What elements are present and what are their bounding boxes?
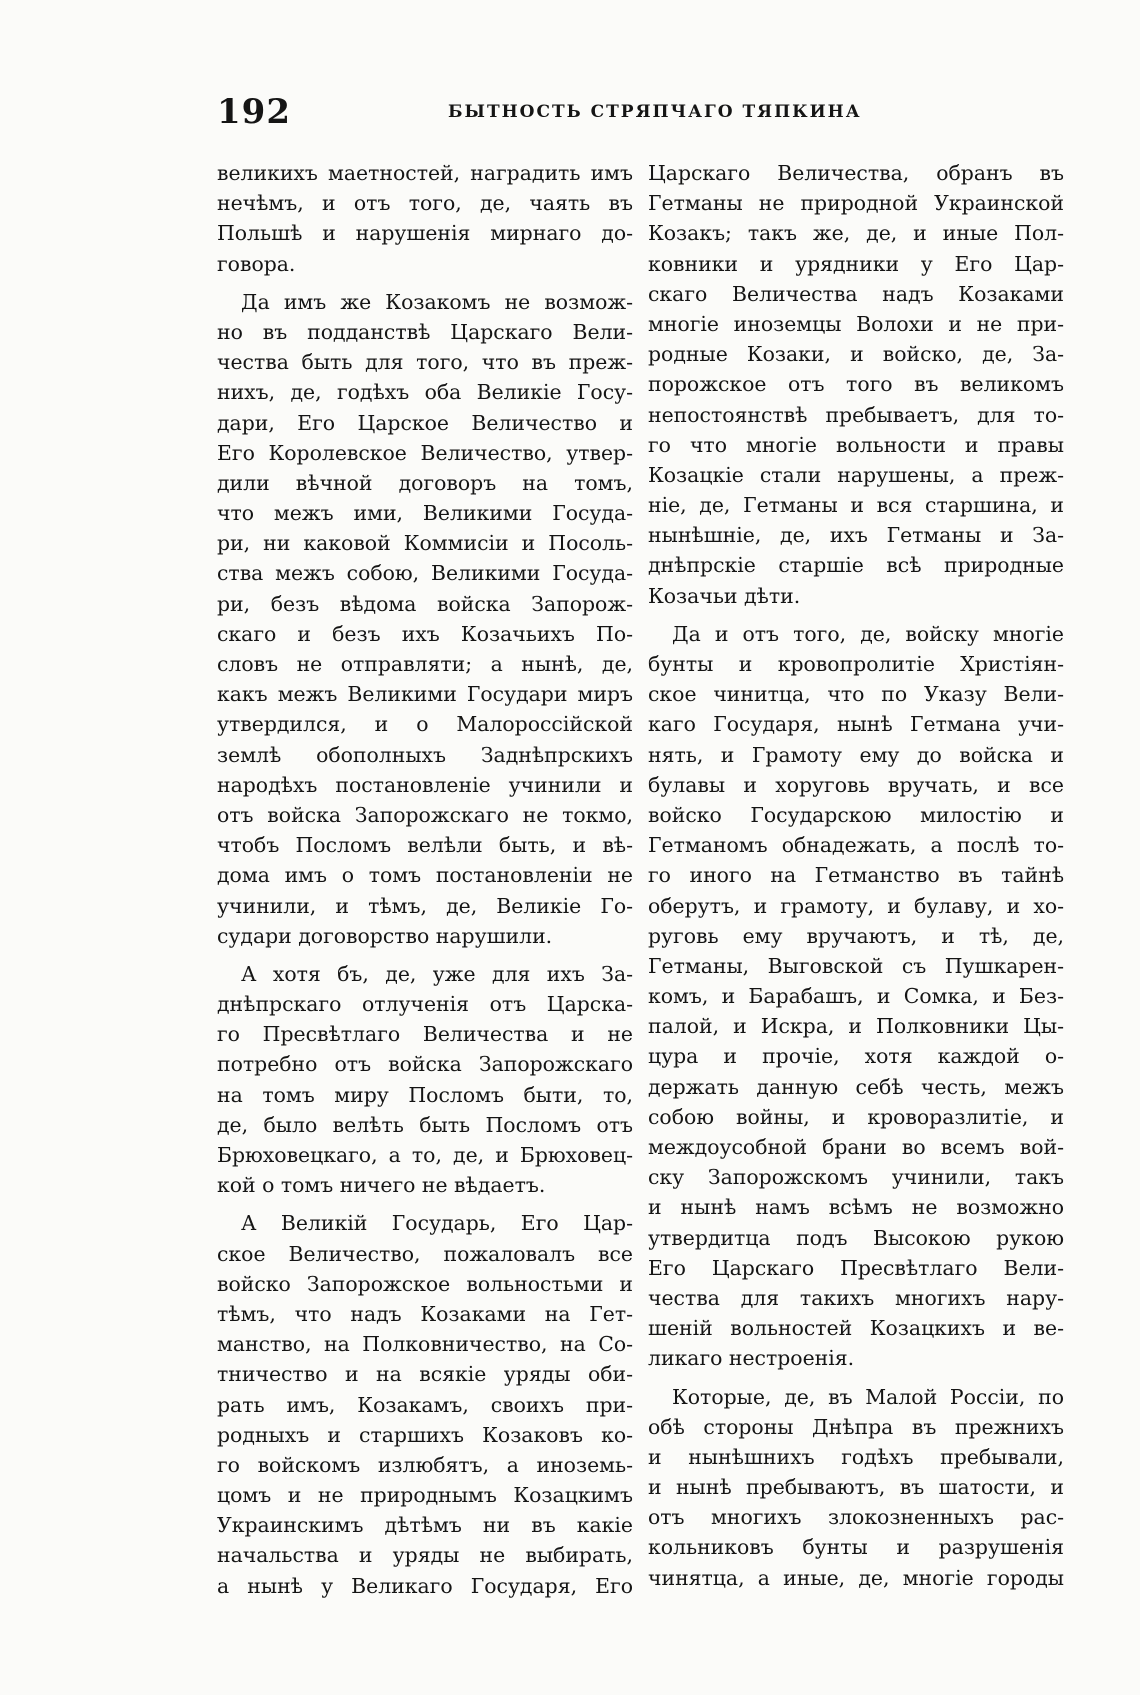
text-line: А Великій Государь, Его Цар- <box>241 1211 633 1236</box>
text-line: днѣпрскіе старшіе всѣ природные <box>648 553 1064 578</box>
text-line: утвердился, и о Малороссійской <box>217 712 633 737</box>
text-line: каго Государя, нынѣ Гетмана учи- <box>648 712 1064 737</box>
text-line: чества для такихъ многихъ нару- <box>648 1285 1064 1310</box>
text-line: держать данную себѣ честь, межъ <box>648 1074 1064 1099</box>
text-line: тѣмъ, что надъ Козаками на Гет- <box>217 1301 633 1326</box>
text-line: Украинскимъ дѣтѣмъ ни въ какіе <box>217 1513 633 1538</box>
text-line: дили вѣчной договоръ на томъ, <box>217 470 633 495</box>
text-line: де, было велѣть быть Посломъ отъ <box>217 1112 633 1137</box>
text-line: кольниковъ бунты и разрушенія <box>648 1535 1064 1560</box>
page-number: 192 <box>217 92 291 132</box>
text-line: а нынѣ у Великаго Государя, Его <box>217 1573 633 1598</box>
text-line: и нынѣшнихъ годѣхъ пребывали, <box>648 1444 1064 1469</box>
text-line: бунты и кровопролитіе Христіян- <box>648 652 1064 676</box>
text-line: ри, ни каковой Коммисіи и Посоль- <box>217 531 633 556</box>
text-line: Польшѣ и нарушенія мирнаго до- <box>217 221 633 246</box>
text-line: Гетманомъ обнадежать, а послѣ то- <box>648 833 1064 858</box>
text-line: и нынѣ пребываютъ, въ шатости, и <box>648 1475 1064 1500</box>
text-line: что межъ ими, Великими Госуда- <box>217 501 633 526</box>
text-line: А хотя бъ, де, уже для ихъ За- <box>241 961 633 986</box>
text-line: палой, и Искра, и Полковники Цы- <box>648 1014 1064 1039</box>
text-line: Брюховецкаго, а то, де, и Брюховец- <box>217 1143 633 1167</box>
text-line: го войскомъ излюбятъ, а иноземь- <box>217 1452 633 1477</box>
text-line: ства межъ собою, Великими Госуда- <box>217 561 633 586</box>
text-line: Да и отъ того, де, войску многіе <box>672 621 1064 646</box>
text-line: чтобъ Посломъ велѣли быть, и вѣ- <box>217 833 633 858</box>
text-line: великихъ маетностей, наградить имъ <box>217 161 633 185</box>
text-line: тничество и на всякіе уряды оби- <box>217 1362 633 1387</box>
text-line: Гетманы не природной Украинской <box>648 191 1064 216</box>
text-line: Козакъ; такъ же, де, и иные Пол- <box>648 221 1064 246</box>
text-line: Его Царскаго Пресвѣтлаго Вели- <box>648 1255 1064 1280</box>
text-line: цомъ и не природнымъ Козацкимъ <box>217 1483 633 1508</box>
text-line: ское чинитца, что по Указу Вели- <box>648 682 1064 707</box>
text-line: народѣхъ постановленіе учинили и <box>217 772 633 797</box>
text-line: отъ многихъ злокозненныхъ рас- <box>648 1505 1064 1530</box>
text-line: ску Запорожскомъ учинили, такъ <box>648 1165 1064 1190</box>
text-line: учинили, и тѣмъ, де, Великіе Го- <box>217 893 633 918</box>
text-line: нынѣшніе, де, ихъ Гетманы и За- <box>648 523 1064 548</box>
text-line: Царскаго Величества, обранъ въ <box>648 161 1064 185</box>
text-line: ское Величество, пожаловалъ все <box>217 1241 633 1266</box>
text-line: но въ подданствѣ Царскаго Вели- <box>217 319 633 344</box>
text-line: и нынѣ намъ всѣмъ не возможно <box>648 1195 1064 1220</box>
text-line: землѣ обополныхъ Заднѣпрскихъ <box>217 742 633 767</box>
text-line: рать имъ, Козакамъ, своихъ при- <box>217 1392 633 1417</box>
text-line: дари, Его Царское Величество и <box>217 410 633 435</box>
text-line: го Пресвѣтлаго Величества и не <box>217 1022 633 1047</box>
text-line: ри, безъ вѣдома войска Запорож- <box>217 591 633 616</box>
text-line: Козацкіе стали нарушены, а преж- <box>648 462 1064 487</box>
text-line: на томъ миру Посломъ быти, то, <box>217 1082 633 1107</box>
text-line: скаго Величества надъ Козаками <box>648 281 1064 306</box>
text-line: войско Государскою милостію и <box>648 802 1064 827</box>
text-line: го что многіе вольности и правы <box>648 432 1064 457</box>
text-line: Гетманы, Выговской съ Пушкарен- <box>648 953 1064 978</box>
text-line: чества быть для того, что въ преж- <box>217 350 633 375</box>
text-line: ковники и урядники у Его Цар- <box>648 251 1064 276</box>
text-column-right <box>648 158 1064 1593</box>
text-line: ликаго нестроенія. <box>648 1346 855 1371</box>
text-line: дома имъ о томъ постановленіи не <box>217 863 633 888</box>
text-line: словъ не отправляти; а нынѣ, де, <box>217 652 633 676</box>
text-line: непостоянствѣ пребываетъ, для то- <box>648 402 1064 427</box>
text-line: Которые, де, въ Малой Россіи, по <box>672 1384 1064 1409</box>
text-line: отъ войска Запорожскаго не токмо, <box>217 802 633 827</box>
text-line: собою войны, и кроворазлитіе, и <box>648 1104 1064 1129</box>
text-line: нихъ, де, годѣхъ оба Великіе Госу- <box>217 380 633 405</box>
text-line: какъ межъ Великими Государи миръ <box>217 682 633 707</box>
text-line: порожское отъ того въ великомъ <box>648 372 1064 397</box>
text-line: руговь ему вручаютъ, и тѣ, де, <box>648 923 1064 948</box>
text-line: говора. <box>217 251 296 276</box>
text-line: ніе, де, Гетманы и вся старшина, и <box>648 493 1064 518</box>
text-line: обѣ стороны Днѣпра въ прежнихъ <box>648 1414 1064 1439</box>
text-line: родныхъ и старшихъ Козаковъ ко- <box>217 1422 633 1447</box>
text-line: го иного на Гетманство въ тайнѣ <box>648 863 1064 888</box>
text-line: цура и прочіе, хотя каждой о- <box>648 1044 1064 1069</box>
text-line: начальства и уряды не выбирать, <box>217 1543 633 1568</box>
text-line: утвердитца подъ Высокою рукою <box>648 1225 1064 1250</box>
running-head: БЫТНОСТЬ СТРЯПЧАГО ТЯПКИНА <box>448 102 862 122</box>
text-line: междоусобной брани во всемъ вой- <box>648 1135 1064 1159</box>
text-line: потребно отъ войска Запорожскаго <box>217 1052 633 1077</box>
text-line: Да имъ же Козакомъ не возмож- <box>241 289 633 314</box>
text-line: нечѣмъ, и отъ того, де, чаять въ <box>217 191 633 216</box>
text-line: шеній вольностей Козацкихъ и ве- <box>648 1316 1064 1341</box>
text-line: днѣпрскаго отлученія отъ Царска- <box>217 992 633 1017</box>
text-line: нять, и Грамоту ему до войска и <box>648 742 1064 767</box>
text-line: комъ, и Барабашъ, и Сомка, и Без- <box>648 984 1064 1009</box>
text-line: скаго и безъ ихъ Козачьихъ По- <box>217 621 633 646</box>
text-line: судари договорство нарушили. <box>217 923 553 948</box>
text-line: родные Козаки, и войско, де, За- <box>648 342 1064 367</box>
text-line: Козачьи дѣти. <box>648 583 801 608</box>
text-line: булавы и хоруговь вручать, и все <box>648 772 1064 797</box>
text-line: оберутъ, и грамоту, и булаву, и хо- <box>648 893 1064 918</box>
text-column-left <box>217 158 633 1601</box>
text-line: манство, на Полковничество, на Со- <box>217 1332 633 1357</box>
text-line: войско Запорожское вольностьми и <box>217 1271 633 1296</box>
text-line: Его Королевское Величество, утвер- <box>217 440 633 465</box>
text-line: многіе иноземцы Волохи и не при- <box>648 311 1064 336</box>
text-line: кой о томъ ничего не вѣдаетъ. <box>217 1173 546 1198</box>
text-line: чинятца, а иные, де, многіе городы <box>648 1565 1064 1590</box>
